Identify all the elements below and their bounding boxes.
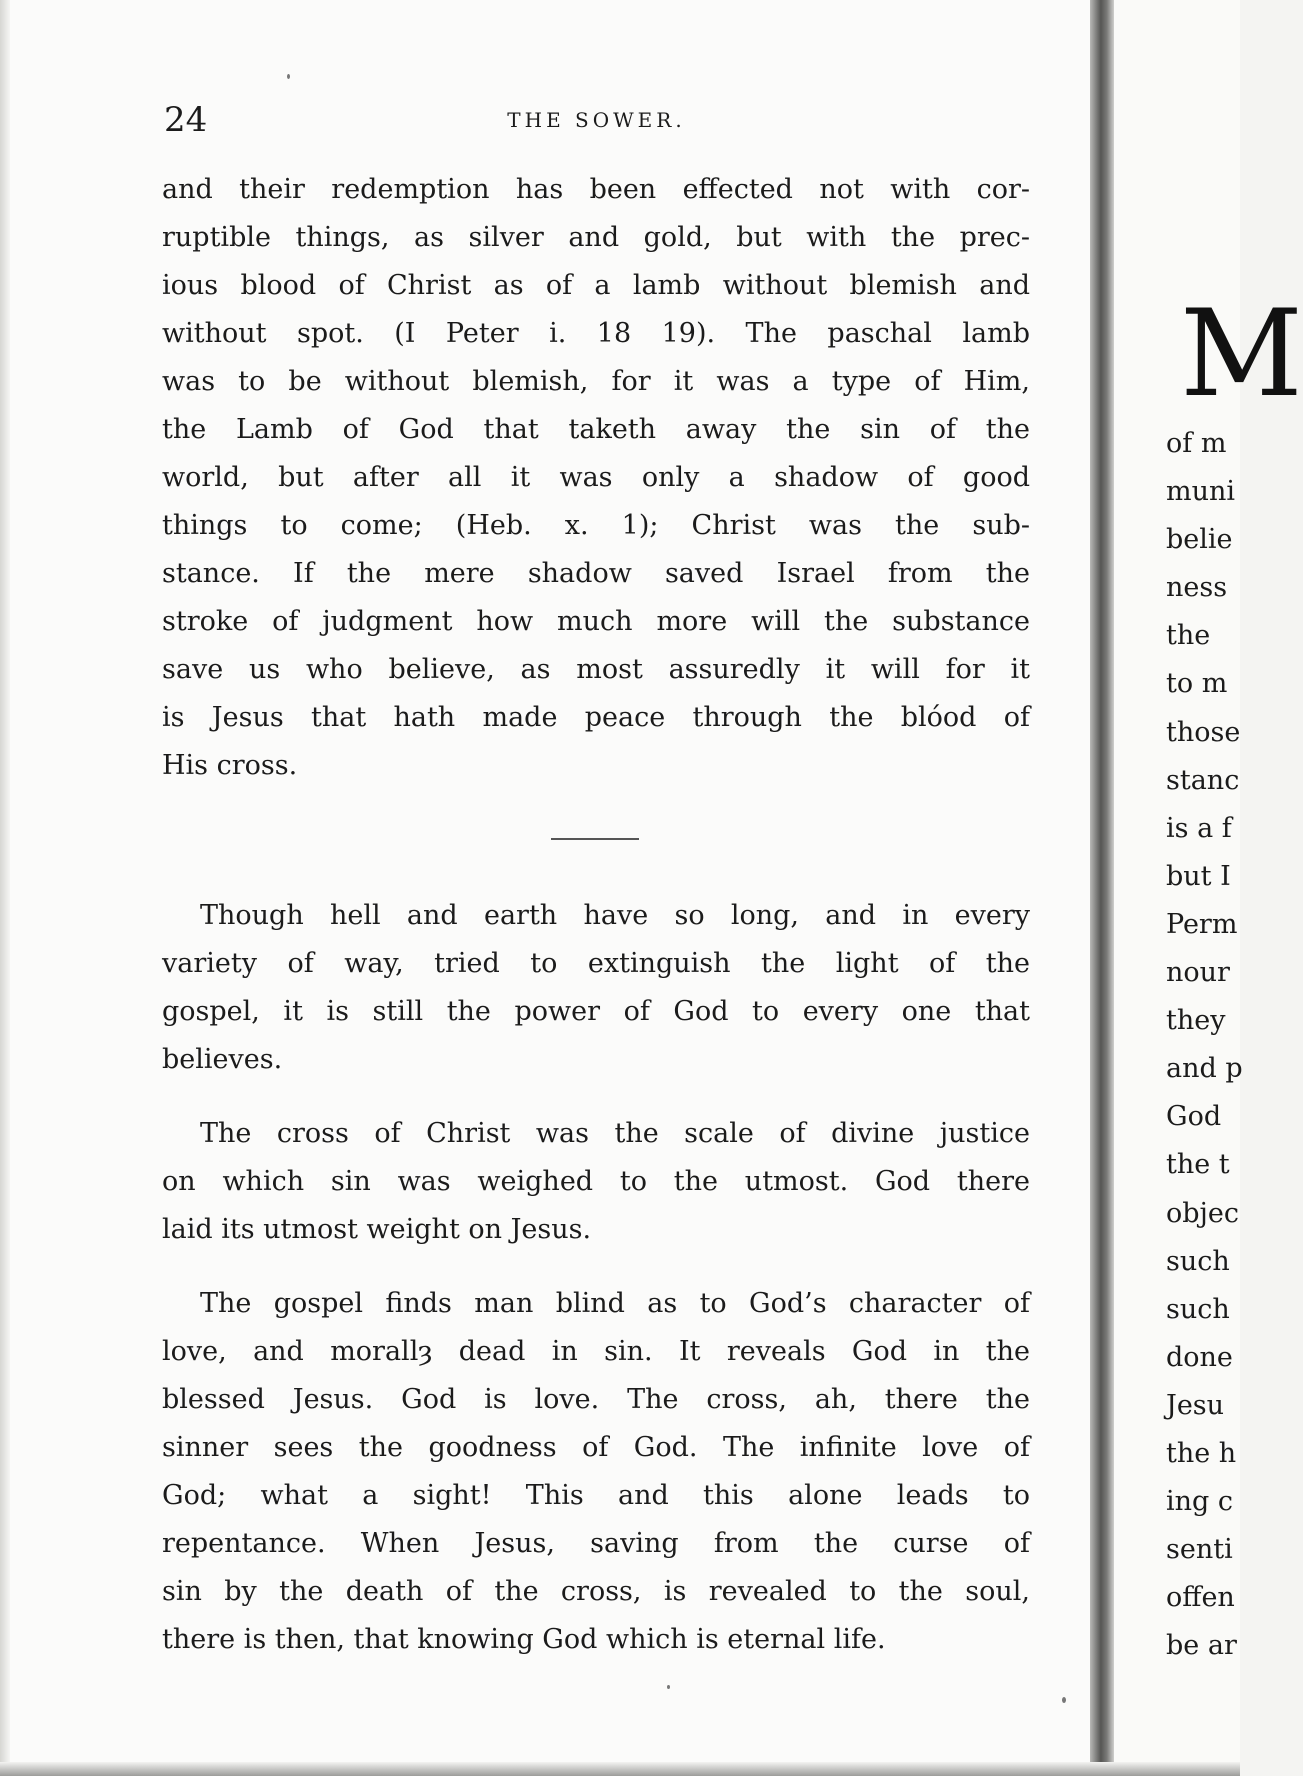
facing-page-line: stanc [1166,764,1240,796]
facing-page-text [1166,420,1243,1670]
text-line: and their redemption has been effected not with cor- [162,174,1030,205]
page-left-edge [0,0,10,1776]
facing-page-line: objec [1166,1197,1240,1229]
text-line: ious blood of Christ as of a lamb without blemish and [162,270,1030,301]
text-line: save us who believe, as most assuredly it will for it [162,654,1030,685]
text-line: The cross of Christ was the scale of divine justice [200,1118,1030,1149]
facing-page-line: but I [1166,860,1231,892]
text-line: stance. If the mere shadow saved Israel from the [162,558,1030,589]
facing-page-line: God [1166,1101,1222,1133]
facing-page-line: muni [1166,476,1236,508]
page-number: 24 [164,100,208,140]
page-bottom-edge [0,1762,1240,1776]
text-line: on which sin was weighed to the utmost. God there [162,1166,1030,1197]
facing-page-line: of m [1166,428,1227,459]
text-line: sin by the death of the cross, is revealed to the soul, [162,1576,1030,1607]
paper-speck [1062,1697,1066,1703]
text-line: laid its utmost weight on Jesus. [162,1214,592,1245]
text-line: stroke of judgment how much more will the substance [162,606,1030,637]
facing-page-line: Jesu [1166,1389,1225,1421]
paragraph-4 [162,1280,1030,1664]
facing-page-line: and p [1166,1053,1243,1085]
facing-page-line: senti [1166,1534,1233,1566]
facing-page-line: such [1166,1245,1230,1277]
facing-page-line: ing c [1166,1486,1234,1518]
text-line: blessed Jesus. God is love. The cross, ah, there the [162,1384,1030,1415]
facing-page-line: is a f [1166,812,1232,844]
running-head: THE SOWER. [507,108,686,132]
text-line: things to come; (Heb. x. 1); Christ was the sub- [162,510,1030,541]
facing-page-line: those [1166,716,1241,748]
facing-page-line: the h [1166,1437,1237,1469]
drop-cap: M [1180,285,1303,424]
page-header [164,100,1029,140]
text-line: repentance. When Jesus, saving from the curse of [162,1528,1030,1559]
text-line: is Jesus that hath made peace through the blóod of [162,702,1030,733]
facing-page-line: the [1166,620,1211,652]
facing-page [1114,0,1303,1776]
text-line: without spot. (I Peter i. 18 19). The paschal lamb [162,318,1030,349]
text-line: was to be without blemish, for it was a type of Him, [162,366,1030,397]
facing-page-line: such [1166,1293,1230,1325]
text-line: believes. [162,1044,283,1075]
facing-page-line: belie [1166,524,1233,556]
text-line: variety of way, tried to extinguish the light of the [162,948,1030,979]
text-line: Though hell and earth have so long, and in every [200,900,1030,931]
facing-page-line: ness [1166,572,1228,604]
text-line: world, but after all it was only a shadow of good [162,462,1030,493]
paragraph-2 [162,892,1030,1084]
text-line: ruptible things, as silver and gold, but with the prec- [162,222,1030,253]
text-line: God; what a sight! This and this alone leads to [162,1480,1030,1511]
paper-speck [287,74,290,79]
text-line: the Lamb of God that taketh away the sin of the [162,414,1030,445]
paragraph-3 [162,1110,1030,1254]
text-line: love, and morallȝ dead in sin. It reveals God in the [162,1336,1030,1367]
facing-page-line: nour [1166,957,1230,989]
facing-page-line: to m [1166,668,1228,700]
text-line: there is then, that knowing God which is eternal life. [162,1624,886,1655]
text-line: gospel, it is still the power of God to every one that [162,996,1030,1027]
facing-page-line: the t [1166,1149,1230,1181]
paragraph-1 [162,166,1030,790]
facing-page-line: done [1166,1341,1233,1373]
facing-page-line: offen [1166,1582,1235,1614]
section-separator [551,838,639,840]
book-gutter [1090,0,1114,1776]
text-line: The gospel finds man blind as to God’s character of [200,1288,1030,1319]
paper-speck [667,1685,670,1689]
text-line: His cross. [162,750,298,781]
facing-page-line: Perm [1166,908,1238,940]
facing-page-line: they [1166,1005,1226,1037]
text-line: sinner sees the goodness of God. The infinite love of [162,1432,1030,1463]
facing-page-line: be ar [1166,1630,1237,1662]
